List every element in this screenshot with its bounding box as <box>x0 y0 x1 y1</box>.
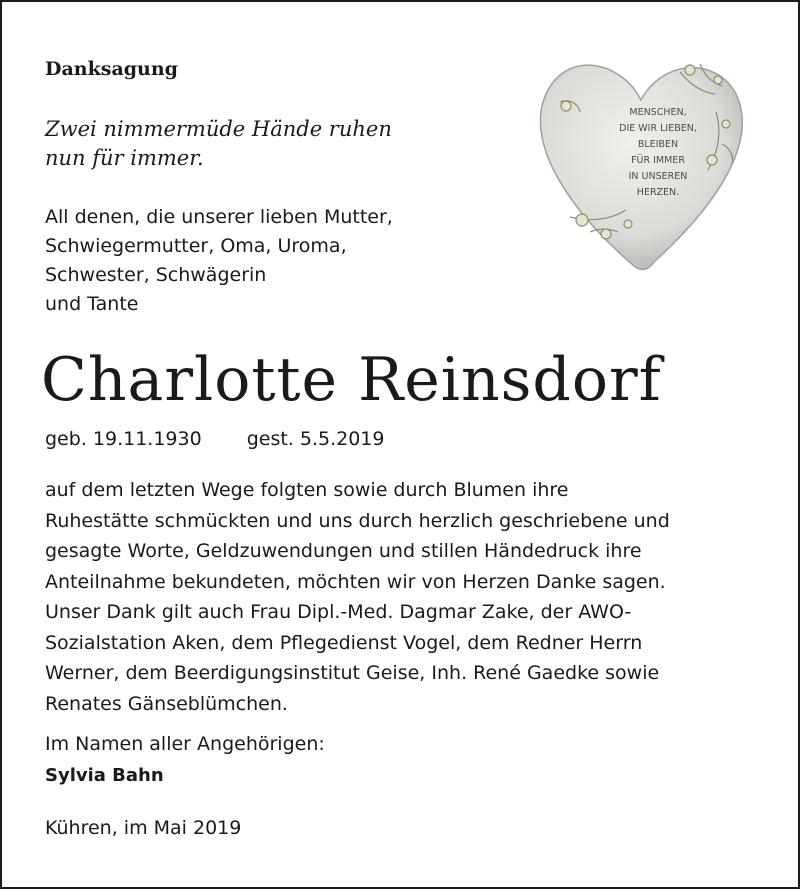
memorial-quote <box>45 115 392 173</box>
inscription-line: IN UNSEREN <box>628 171 688 182</box>
on-behalf-text: Im Namen aller Angehörigen: <box>45 733 325 755</box>
intro-text <box>45 203 393 319</box>
intro-line: Schwiegermutter, Oma, Uroma, <box>45 235 347 257</box>
deceased-name: Charlotte Reinsdorf <box>41 345 662 415</box>
body-line: auf dem letzten Wege folgten sowie durch Blumen ihre <box>45 479 569 501</box>
heart-stone-image <box>530 52 752 272</box>
quote-line: nun für immer. <box>45 146 204 170</box>
quote-line: Zwei nimmermüde Hände ruhen <box>45 117 392 141</box>
body-line: Unser Dank gilt auch Frau Dipl.-Med. Dagmar Zake, der AWO- <box>45 601 632 623</box>
body-line: Renates Gänseblümchen. <box>45 692 288 715</box>
body-line: Anteilnahme bekundeten, möchten wir von Herzen Danke sagen. <box>45 570 666 593</box>
inscription-line: MENSCHEN, <box>629 107 687 118</box>
intro-line: und Tante <box>45 293 139 315</box>
body-line: Ruhestätte schmückten und uns durch herzlich geschriebene und <box>45 509 670 532</box>
intro-line: All denen, die unserer lieben Mutter, <box>45 206 393 228</box>
body-line: gesagte Worte, Geldzuwendungen und stillen Händedruck ihre <box>45 540 642 562</box>
inscription-line: DIE WIR LIEBEN, <box>619 123 697 134</box>
signer-name: Sylvia Bahn <box>45 765 164 786</box>
inscription-line: HERZEN. <box>636 187 680 198</box>
inscription-line: FÜR IMMER <box>631 155 685 166</box>
body-line: Sozialstation Aken, dem Pflegedienst Vogel, dem Redner Herrn <box>45 631 643 654</box>
life-dates <box>45 428 384 450</box>
inscription-line: BLEIBEN <box>637 139 679 150</box>
thanks-body <box>45 475 670 719</box>
death-date: gest. 5.5.2019 <box>246 428 385 450</box>
body-line: Werner, dem Beerdigungsinstitut Geise, Inh. René Gaedke sowie <box>45 662 660 684</box>
intro-line: Schwester, Schwägerin <box>45 264 267 286</box>
place-and-date: Kühren, im Mai 2019 <box>45 817 242 839</box>
birth-date: geb. 19.11.1930 <box>45 428 202 450</box>
heart-shape <box>540 65 742 269</box>
notice-heading: Danksagung <box>45 58 178 80</box>
